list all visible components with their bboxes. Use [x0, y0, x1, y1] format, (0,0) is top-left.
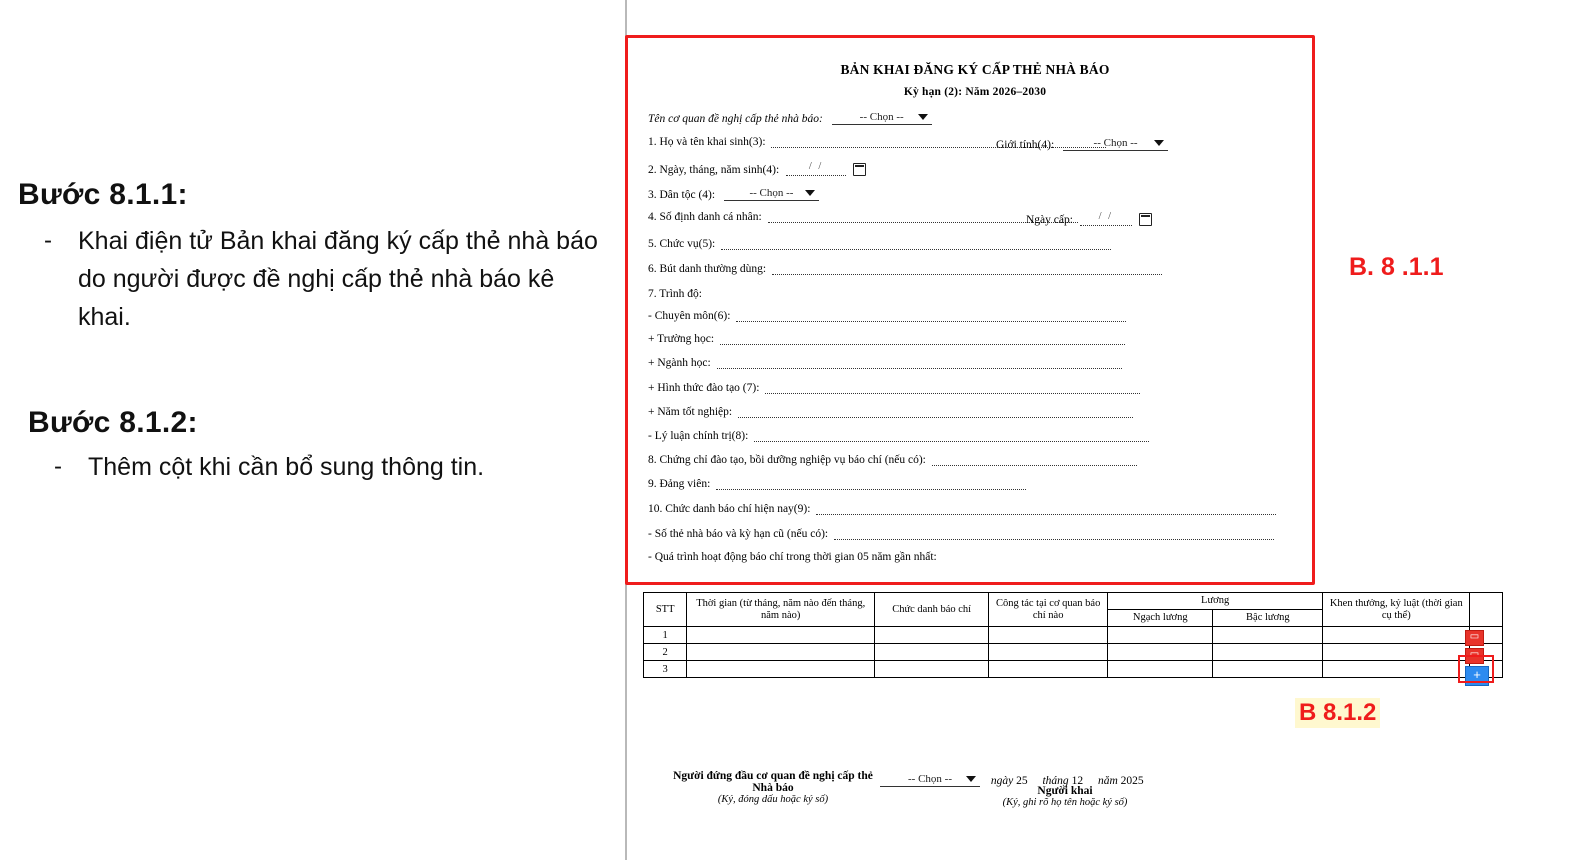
step-8-1-1-title: Bước 8.1.1: [18, 178, 188, 211]
gender-select[interactable] [1063, 136, 1168, 151]
position-label: 5. Chức vụ(5): [648, 238, 716, 250]
field-agency-row [648, 110, 932, 125]
major-input[interactable] [736, 310, 1126, 322]
dob-input[interactable]: / / [786, 161, 846, 176]
cell-reward[interactable] [1323, 644, 1470, 661]
remove-row-button[interactable]: ▭ [1465, 630, 1484, 646]
list-item [54, 448, 594, 486]
cell-reward[interactable] [1323, 627, 1470, 644]
cell-stt: 2 [644, 644, 687, 661]
step-8-1-2-list [54, 448, 594, 486]
cell-time[interactable] [687, 627, 875, 644]
th-title: Chức danh báo chí [875, 593, 989, 627]
cell-salary-step[interactable] [1213, 644, 1323, 661]
trainingtype-input[interactable] [765, 382, 1140, 394]
day-value[interactable]: 25 [1016, 775, 1028, 787]
field-gradyear-row [648, 406, 1133, 418]
branch-label: + Ngành học: [648, 357, 711, 369]
signature-left-title: Người đứng đầu cơ quan đề nghị cấp thẻ [673, 770, 873, 782]
field-history-heading [648, 551, 937, 563]
position-input[interactable] [721, 238, 1111, 250]
school-label: + Trường học: [648, 333, 715, 345]
field-ethnicity-row [648, 186, 819, 201]
cell-stt: 1 [644, 627, 687, 644]
ethnicity-select[interactable] [724, 186, 819, 201]
ethnicity-label: 3. Dân tộc (4): [648, 189, 716, 201]
party-label: 9. Đảng viên: [648, 478, 711, 490]
cell-salary-step[interactable] [1213, 627, 1323, 644]
page-title: BẢN KHAI ĐĂNG KÝ CẤP THẺ NHÀ BÁO [840, 62, 1110, 77]
issuedate-input[interactable]: / / [1080, 211, 1132, 226]
signature-left-sub: (Ký, đóng dấu hoặc ký số) [717, 794, 829, 805]
penname-label: 6. Bút danh thường dùng: [648, 263, 767, 275]
step-8-1-2-title: Bước 8.1.2: [28, 406, 198, 439]
penname-input[interactable] [772, 263, 1162, 275]
currenttitle-label: 10. Chức danh báo chí hiện nay(9): [648, 503, 811, 515]
cell-salary-scale[interactable] [1108, 661, 1213, 678]
cell-reward[interactable] [1323, 661, 1470, 678]
field-gender-row [996, 136, 1168, 151]
major-label: - Chuyên môn(6): [648, 310, 731, 322]
gradyear-label: + Năm tốt nghiệp: [648, 406, 733, 418]
list-item [44, 222, 604, 336]
signature-right-sub: (Ký, ghi rõ họ tên hoặc ký số) [1002, 797, 1128, 808]
th-time: Thời gian (từ tháng, năm nào đến tháng, năm nào) [687, 593, 875, 627]
field-certificate-row [648, 454, 1137, 466]
fullname-label: 1. Họ và tên khai sinh(3): [648, 136, 766, 148]
chevron-down-icon [918, 114, 928, 120]
field-issuedate-row [1026, 211, 1152, 226]
chevron-down-icon [805, 190, 815, 196]
field-dob-row [648, 161, 866, 176]
annotation-step-8-1-1: B. 8 .1.1 [1349, 253, 1444, 281]
field-idnumber-row [648, 211, 1078, 223]
field-trainingtype-row [648, 382, 1140, 394]
cell-time[interactable] [687, 644, 875, 661]
cell-workplace[interactable] [989, 644, 1108, 661]
oldcard-input[interactable] [834, 528, 1274, 540]
th-reward: Khen thưởng, kỷ luật (thời gian cụ thể) [1323, 593, 1470, 627]
field-major-row [648, 310, 1126, 322]
remove-row-button-2[interactable]: ▭ [1465, 648, 1484, 664]
chevron-down-icon [966, 776, 976, 782]
month-label: tháng [1042, 775, 1069, 787]
th-salary-step: Bậc lương [1213, 610, 1323, 627]
th-stt: STT [644, 593, 687, 627]
field-education-heading [648, 288, 702, 300]
step-8-1-1-list [44, 222, 604, 336]
calendar-icon[interactable] [1139, 213, 1152, 226]
field-currenttitle-row [648, 503, 1276, 515]
th-salary-scale: Ngạch lương [1108, 610, 1213, 627]
field-branch-row [648, 357, 1122, 369]
agency-label: Tên cơ quan đề nghị cấp thẻ nhà báo: [648, 113, 823, 125]
page-subtitle: Kỳ hạn (2): Năm 2026–2030 [903, 86, 1047, 98]
gender-label: Giới tính(4): [996, 139, 1055, 151]
annotation-step-8-1-2: B 8.1.2 [1295, 698, 1380, 728]
oldcard-label: - Số thẻ nhà báo và kỳ hạn cũ (nếu có): [648, 528, 829, 540]
th-workplace: Công tác tại cơ quan báo chí nào [989, 593, 1108, 627]
signature-left [648, 770, 898, 805]
gradyear-input[interactable] [738, 406, 1133, 418]
experience-table [643, 592, 1503, 678]
field-oldcard-row [648, 528, 1274, 540]
education-label: 7. Trình độ: [648, 288, 703, 300]
th-salary: Lương [1108, 593, 1323, 610]
signature-left-title2: Nhà báo [752, 782, 794, 794]
field-politics-row [648, 430, 1149, 442]
field-party-row [648, 478, 1026, 490]
instruction-panel [0, 0, 620, 860]
th-actions [1470, 593, 1503, 627]
cell-salary-scale[interactable] [1108, 644, 1213, 661]
table-row[interactable] [644, 644, 1503, 661]
cell-workplace[interactable] [989, 661, 1108, 678]
cell-title[interactable] [875, 661, 989, 678]
dob-label: 2. Ngày, tháng, năm sinh(4): [648, 164, 780, 176]
ethnicity-select-value: -- Chọn -- [749, 187, 794, 199]
month-value[interactable]: 12 [1071, 775, 1084, 787]
cell-title[interactable] [875, 644, 989, 661]
cell-salary-scale[interactable] [1108, 627, 1213, 644]
branch-input[interactable] [717, 357, 1122, 369]
table-row[interactable] [644, 627, 1503, 644]
add-row-button[interactable]: + [1465, 666, 1489, 686]
table-row[interactable] [644, 661, 1503, 678]
footer-place-value: -- Chọn -- [908, 773, 952, 785]
issuedate-label: Ngày cấp: [1026, 214, 1073, 226]
agency-select-value: -- Chọn -- [859, 111, 904, 123]
history-label: - Quá trình hoạt động báo chí trong thời gian 05 năm gần nhất: [648, 551, 937, 563]
idnumber-label: 4. Số định danh cá nhân: [648, 211, 762, 223]
cell-salary-step[interactable] [1213, 661, 1323, 678]
politics-input[interactable] [754, 430, 1149, 442]
currenttitle-input[interactable] [816, 503, 1276, 515]
agency-select[interactable] [832, 110, 932, 125]
certificate-label: 8. Chứng chỉ đào tạo, bồi dưỡng nghiệp vụ báo chí (nếu có): [648, 454, 926, 466]
field-school-row [648, 333, 1125, 345]
trainingtype-label: + Hình thức đào tạo (7): [648, 382, 760, 394]
field-penname-row [648, 263, 1162, 275]
certificate-input[interactable] [932, 454, 1137, 466]
year-value[interactable]: 2025 [1120, 775, 1144, 787]
add-row-highlight-box [1458, 655, 1494, 683]
day-label: ngày [990, 775, 1014, 787]
party-input[interactable] [716, 478, 1026, 490]
chevron-down-icon [1154, 140, 1164, 146]
cell-time[interactable] [687, 661, 875, 678]
cell-stt: 3 [644, 661, 687, 678]
year-label: năm [1097, 775, 1118, 787]
cell-title[interactable] [875, 627, 989, 644]
gender-select-value: -- Chọn -- [1093, 137, 1138, 149]
bullet-dash: - [44, 227, 52, 254]
signature-right-title: Người khai [1037, 785, 1093, 797]
table-header-row [644, 593, 1503, 610]
field-position-row [648, 238, 1111, 250]
politics-label: - Lý luận chính trị(8): [648, 430, 749, 442]
bullet-text: Khai điện tử Bản khai đăng ký cấp thẻ nhà báo do người được đề nghị cấp thẻ nhà báo kê khai. [78, 227, 598, 331]
bullet-text: Thêm cột khi cần bổ sung thông tin. [88, 453, 485, 481]
document-area [630, 0, 1596, 860]
school-input[interactable] [720, 333, 1125, 345]
calendar-icon[interactable] [853, 163, 866, 176]
bullet-dash: - [54, 453, 62, 480]
cell-workplace[interactable] [989, 627, 1108, 644]
signature-right [930, 785, 1200, 808]
